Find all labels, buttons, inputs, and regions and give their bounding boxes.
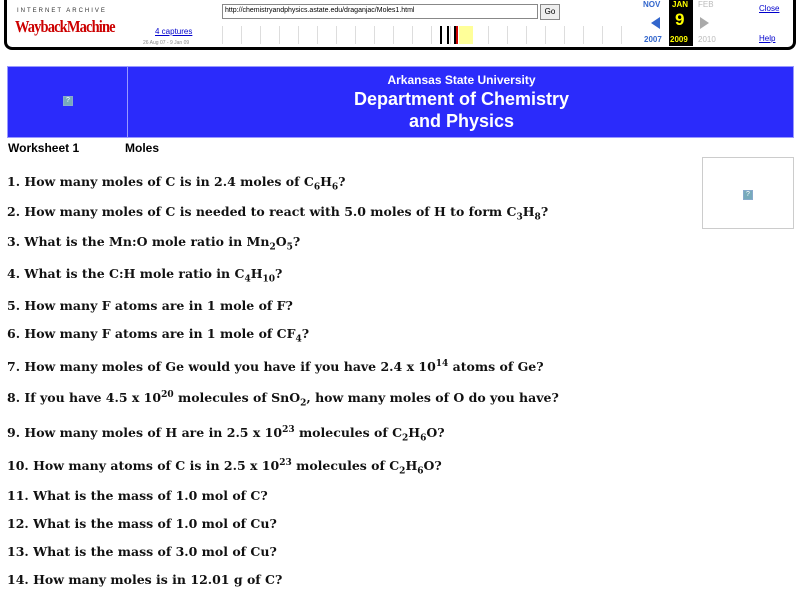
timeline-tick (241, 26, 242, 44)
subscript: 2 (402, 433, 409, 444)
question-text: , how many moles of O do you have? (306, 390, 559, 406)
question-2 (7, 204, 548, 223)
question-text: H (320, 174, 332, 189)
question-text: 13. What is the mass of 3.0 mol of Cu? (7, 544, 277, 559)
timeline-tick (583, 26, 584, 44)
question-text: molecules of C (294, 425, 403, 441)
close-link[interactable]: Close (759, 4, 780, 13)
wayback-logo-caption: INTERNET ARCHIVE (17, 8, 107, 14)
wayback-logo[interactable]: WaybackMachine (15, 17, 115, 36)
question-text: molecules of C (291, 458, 400, 474)
current-day: 9 (675, 10, 685, 29)
question-text: 8. If you have 4.5 x 10 (7, 390, 162, 406)
capture-range: 26 Aug 07 - 9 Jan 09 (143, 40, 190, 46)
timeline-tick (545, 26, 546, 44)
department-title-line1: Department of Chemistry (353, 89, 570, 109)
question-5 (7, 298, 293, 313)
timeline-tick (317, 26, 318, 44)
superscript: 14 (435, 359, 449, 369)
question-text: 4. What is the C:H mole ratio in C (7, 266, 245, 281)
subscript: 8 (534, 212, 541, 223)
question-text: H (408, 425, 421, 441)
timeline-tick (355, 26, 356, 44)
question-12 (7, 516, 277, 531)
question-1 (7, 174, 345, 193)
timeline-tick (298, 26, 299, 44)
question-text: O (275, 234, 287, 249)
question-14 (7, 572, 282, 587)
subscript: 4 (295, 334, 302, 345)
question-text: ? (275, 266, 283, 281)
question-text: 3. What is the Mn:O mole ratio in Mn (7, 234, 270, 249)
question-3 (7, 234, 300, 253)
next-month: FEB (698, 0, 714, 9)
worksheet-number: Worksheet 1 (8, 141, 80, 155)
question-text: ? (292, 234, 301, 249)
timeline-tick (412, 26, 413, 44)
question-text: 7. How many moles of Ge would you have if you have 2.4 x 10 (7, 359, 436, 375)
question-text: ? (540, 204, 549, 219)
subscript: 2 (269, 242, 276, 253)
question-11 (7, 488, 268, 503)
url-input[interactable]: http://chemistryandphysics.astate.edu/draganjac/Moles1.html (222, 4, 538, 19)
subscript: 10 (262, 274, 276, 285)
question-text: 14. How many moles is in 12.01 g of C? (7, 572, 283, 587)
subscript: 3 (516, 212, 523, 223)
question-text: H (522, 204, 535, 219)
question-6 (7, 326, 309, 345)
university-name: Arkansas State University (387, 73, 536, 87)
timeline-tick (526, 26, 527, 44)
question-text: atoms of Ge? (448, 359, 544, 375)
prev-year[interactable]: 2007 (644, 35, 662, 44)
side-image (702, 157, 794, 229)
timeline-tick (374, 26, 375, 44)
question-text: O? (426, 425, 445, 441)
question-text: 6. How many F atoms are in 1 mole of CF (7, 326, 296, 341)
question-text: 9. How many moles of H are in 2.5 x 10 (7, 425, 283, 441)
captures-link[interactable]: 4 captures (155, 27, 193, 36)
question-text: ? (338, 174, 346, 189)
current-month: JAN (672, 0, 689, 9)
current-year: 2009 (670, 35, 688, 44)
subscript: 6 (331, 182, 339, 193)
current-year-highlight (459, 26, 473, 44)
capture-timeline[interactable] (222, 24, 642, 46)
timeline-tick (222, 26, 223, 44)
department-title-line2: and Physics (408, 111, 515, 131)
question-8 (7, 390, 559, 409)
capture-mark[interactable] (456, 26, 458, 44)
timeline-tick (564, 26, 565, 44)
timeline-tick (450, 26, 451, 44)
subscript: 2 (300, 398, 307, 409)
question-text: H (405, 458, 418, 474)
prev-month[interactable]: NOV (643, 0, 661, 9)
timeline-tick (507, 26, 508, 44)
question-13 (7, 544, 277, 559)
question-text: 11. What is the mass of 1.0 mol of C? (7, 488, 268, 503)
question-9 (7, 425, 445, 444)
question-text: O? (423, 458, 442, 474)
subscript: 4 (244, 274, 251, 285)
go-button[interactable]: Go (540, 4, 560, 20)
timeline-tick (336, 26, 337, 44)
question-10 (7, 458, 442, 477)
next-arrow-icon (700, 17, 709, 29)
subscript: 6 (417, 466, 424, 477)
timeline-tick (393, 26, 394, 44)
subscript: 6 (420, 433, 427, 444)
timeline-tick (279, 26, 280, 44)
next-year: 2010 (698, 35, 716, 44)
question-text: 2. How many moles of C is needed to react with 5.0 moles of H to form C (7, 204, 517, 219)
capture-mark[interactable] (447, 26, 449, 44)
subscript: 6 (313, 182, 321, 193)
subscript: 2 (399, 466, 406, 477)
broken-image-icon: ? (63, 96, 73, 106)
question-text: 1. How many moles of C is in 2.4 moles of C (7, 174, 314, 189)
help-link[interactable]: Help (759, 34, 776, 43)
superscript: 23 (282, 425, 295, 435)
department-banner (7, 66, 794, 138)
timeline-tick (488, 26, 489, 44)
wayback-toolbar (4, 0, 796, 50)
question-text: 5. How many F atoms are in 1 mole of F? (7, 298, 293, 313)
broken-image-icon: ? (743, 190, 753, 200)
question-text: 12. What is the mass of 1.0 mol of Cu? (7, 516, 277, 531)
question-text: molecules of SnO (173, 390, 301, 406)
subscript: 5 (286, 242, 293, 253)
superscript: 20 (161, 390, 174, 400)
banner-logo-cell (8, 67, 128, 137)
superscript: 23 (279, 458, 292, 468)
timeline-tick (260, 26, 261, 44)
current-date-block (669, 0, 693, 46)
question-text: ? (301, 326, 310, 341)
prev-arrow-icon[interactable] (651, 17, 660, 29)
question-7 (7, 359, 544, 374)
question-4 (7, 266, 282, 285)
question-text: H (250, 266, 263, 281)
timeline-tick (602, 26, 603, 44)
timeline-tick (431, 26, 432, 44)
capture-mark[interactable] (440, 26, 442, 44)
timeline-tick (621, 26, 622, 44)
question-text: 10. How many atoms of C is in 2.5 x 10 (7, 458, 280, 474)
worksheet-topic: Moles (125, 141, 160, 155)
